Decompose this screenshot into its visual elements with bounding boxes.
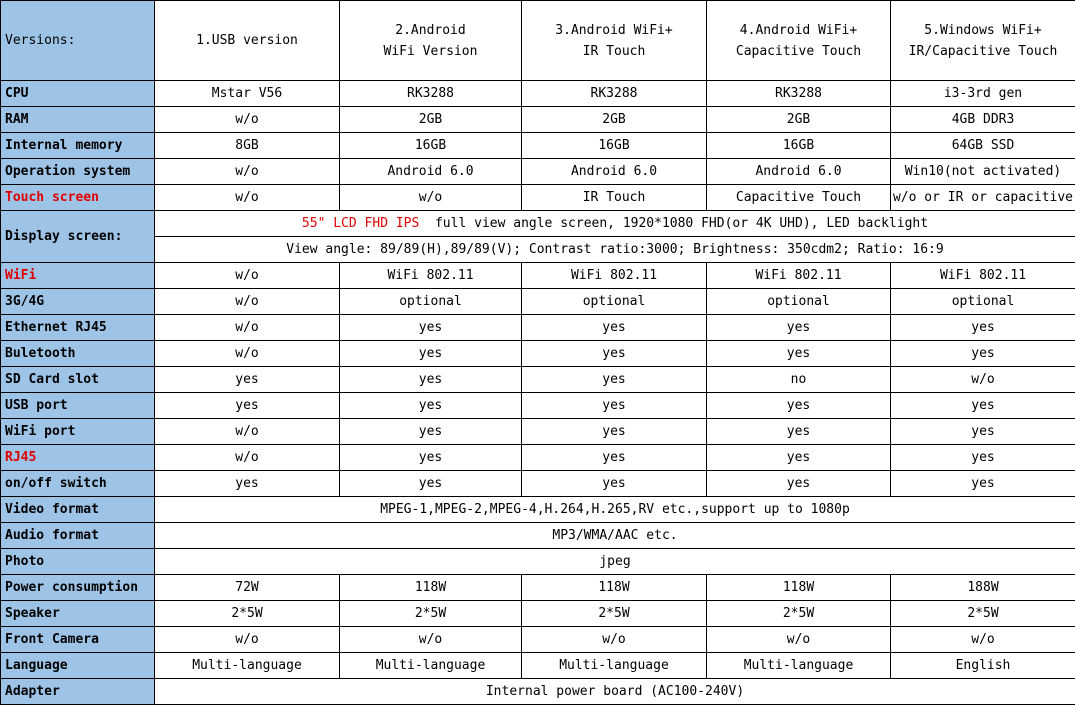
header-row (1, 1, 1075, 81)
cell: yes (522, 367, 707, 393)
row-touch-screen (1, 185, 1075, 211)
row-label-photo: Photo (1, 549, 155, 575)
cell: RK3288 (707, 81, 891, 107)
cell: optional (707, 289, 891, 315)
cell: 2*5W (340, 601, 522, 627)
cell: w/o (155, 107, 340, 133)
row-label-wifi-port: WiFi port (1, 419, 155, 445)
row-label-usb-port: USB port (1, 393, 155, 419)
row-label-language: Language (1, 653, 155, 679)
row-label-wifi: WiFi (1, 263, 155, 289)
row-label-touch-screen: Touch screen (1, 185, 155, 211)
row-rj45 (1, 445, 1075, 471)
cell: 16GB (707, 133, 891, 159)
row-label-sd-card: SD Card slot (1, 367, 155, 393)
row-label-front-camera: Front Camera (1, 627, 155, 653)
cell: w/o (340, 627, 522, 653)
cell: MP3/WMA/AAC etc. (155, 523, 1075, 549)
cell: yes (891, 341, 1075, 367)
cell: yes (522, 419, 707, 445)
display-size-highlight: 55" LCD FHD IPS (301, 215, 420, 231)
row-audio-format (1, 523, 1075, 549)
cell: 2*5W (707, 601, 891, 627)
row-ram (1, 107, 1075, 133)
cell: yes (522, 341, 707, 367)
row-power (1, 575, 1075, 601)
row-label-ram: RAM (1, 107, 155, 133)
cell: MPEG-1,MPEG-2,MPEG-4,H.264,H.265,RV etc.,support up to 1080p (155, 497, 1075, 523)
version-header-5: 5.Windows WiFi+ IR/Capacitive Touch (891, 1, 1075, 81)
row-ethernet (1, 315, 1075, 341)
cell: yes (707, 471, 891, 497)
display-line-1-rest: full view angle screen, 1920*1080 FHD(or 4K UHD), LED backlight (419, 215, 929, 231)
cell: jpeg (155, 549, 1075, 575)
cell: yes (522, 315, 707, 341)
row-label-bluetooth: Buletooth (1, 341, 155, 367)
cell: yes (707, 341, 891, 367)
cell: RK3288 (522, 81, 707, 107)
cell: no (707, 367, 891, 393)
version-header-3: 3.Android WiFi+ IR Touch (522, 1, 707, 81)
row-label-ethernet: Ethernet RJ45 (1, 315, 155, 341)
cell: w/o (155, 159, 340, 185)
cell: optional (891, 289, 1075, 315)
version-header-2: 2.Android WiFi Version (340, 1, 522, 81)
cell: yes (707, 445, 891, 471)
cell: w/o (155, 341, 340, 367)
cell: IR Touch (522, 185, 707, 211)
row-label-operation-system: Operation system (1, 159, 155, 185)
row-label-power: Power consumption (1, 575, 155, 601)
corner-label: Versions: (1, 1, 155, 81)
cell: yes (340, 315, 522, 341)
cell: yes (155, 471, 340, 497)
cell: Capacitive Touch (707, 185, 891, 211)
cell: Mstar V56 (155, 81, 340, 107)
cell: w/o (155, 445, 340, 471)
row-label-video-format: Video format (1, 497, 155, 523)
cell: 2*5W (522, 601, 707, 627)
cell: w/o (155, 627, 340, 653)
cell: 72W (155, 575, 340, 601)
cell: optional (522, 289, 707, 315)
row-cpu (1, 81, 1075, 107)
cell: English (891, 653, 1075, 679)
row-video-format (1, 497, 1075, 523)
row-onoff-switch (1, 471, 1075, 497)
version-header-4: 4.Android WiFi+ Capacitive Touch (707, 1, 891, 81)
cell: w/o (155, 289, 340, 315)
row-wifi (1, 263, 1075, 289)
cell: 8GB (155, 133, 340, 159)
cell: yes (340, 445, 522, 471)
cell: w/o (707, 627, 891, 653)
row-front-camera (1, 627, 1075, 653)
cell: 2GB (707, 107, 891, 133)
row-label-cellular: 3G/4G (1, 289, 155, 315)
cell: w/o (891, 627, 1075, 653)
cell: WiFi 802.11 (522, 263, 707, 289)
cell: 16GB (340, 133, 522, 159)
row-label-audio-format: Audio format (1, 523, 155, 549)
row-label-cpu: CPU (1, 81, 155, 107)
row-operation-system (1, 159, 1075, 185)
cell: yes (707, 315, 891, 341)
row-label-display-screen: Display screen: (1, 211, 155, 263)
row-label-rj45: RJ45 (1, 445, 155, 471)
cell: yes (340, 393, 522, 419)
cell: w/o (340, 185, 522, 211)
cell: 118W (340, 575, 522, 601)
row-adapter (1, 679, 1075, 705)
row-wifi-port (1, 419, 1075, 445)
version-header-1: 1.USB version (155, 1, 340, 81)
cell: yes (340, 367, 522, 393)
cell: yes (522, 445, 707, 471)
cell: yes (891, 419, 1075, 445)
cell: Multi-language (155, 653, 340, 679)
row-display-screen-1 (1, 211, 1075, 237)
cell: 16GB (522, 133, 707, 159)
cell: yes (155, 367, 340, 393)
cell: 4GB DDR3 (891, 107, 1075, 133)
row-label-adapter: Adapter (1, 679, 155, 705)
cell: yes (340, 419, 522, 445)
cell: Android 6.0 (340, 159, 522, 185)
row-label-internal-memory: Internal memory (1, 133, 155, 159)
cell: 118W (522, 575, 707, 601)
cell: 2GB (340, 107, 522, 133)
cell: w/o (155, 419, 340, 445)
display-line-2: View angle: 89/89(H),89/89(V); Contrast ratio:3000; Brightness: 350cdm2; Ratio: 16:9 (155, 237, 1075, 263)
cell: WiFi 802.11 (340, 263, 522, 289)
cell: Multi-language (707, 653, 891, 679)
row-usb-port (1, 393, 1075, 419)
row-bluetooth (1, 341, 1075, 367)
row-label-speaker: Speaker (1, 601, 155, 627)
row-label-onoff-switch: on/off switch (1, 471, 155, 497)
row-sd-card (1, 367, 1075, 393)
cell: yes (155, 393, 340, 419)
cell: Multi-language (340, 653, 522, 679)
cell: w/o or IR or capacitive (891, 185, 1075, 211)
cell: yes (891, 471, 1075, 497)
cell: Android 6.0 (707, 159, 891, 185)
cell: w/o (155, 263, 340, 289)
cell: 64GB SSD (891, 133, 1075, 159)
cell: yes (522, 393, 707, 419)
cell: WiFi 802.11 (707, 263, 891, 289)
cell: yes (340, 471, 522, 497)
cell: 2*5W (155, 601, 340, 627)
cell: w/o (155, 185, 340, 211)
cell: w/o (522, 627, 707, 653)
row-photo (1, 549, 1075, 575)
cell: Win10(not activated) (891, 159, 1075, 185)
row-display-screen-2 (1, 237, 1075, 263)
cell: 2*5W (891, 601, 1075, 627)
cell: Android 6.0 (522, 159, 707, 185)
cell: Internal power board (AC100-240V) (155, 679, 1075, 705)
cell: i3-3rd gen (891, 81, 1075, 107)
cell: yes (340, 341, 522, 367)
cell: yes (522, 471, 707, 497)
display-line-1 (155, 211, 1075, 237)
row-cellular (1, 289, 1075, 315)
cell: 118W (707, 575, 891, 601)
row-language (1, 653, 1075, 679)
cell: w/o (155, 315, 340, 341)
cell: yes (891, 393, 1075, 419)
cell: 188W (891, 575, 1075, 601)
row-speaker (1, 601, 1075, 627)
cell: yes (707, 419, 891, 445)
cell: RK3288 (340, 81, 522, 107)
cell: yes (891, 315, 1075, 341)
cell: w/o (891, 367, 1075, 393)
row-internal-memory (1, 133, 1075, 159)
cell: WiFi 802.11 (891, 263, 1075, 289)
cell: yes (891, 445, 1075, 471)
cell: optional (340, 289, 522, 315)
cell: yes (707, 393, 891, 419)
cell: Multi-language (522, 653, 707, 679)
cell: 2GB (522, 107, 707, 133)
